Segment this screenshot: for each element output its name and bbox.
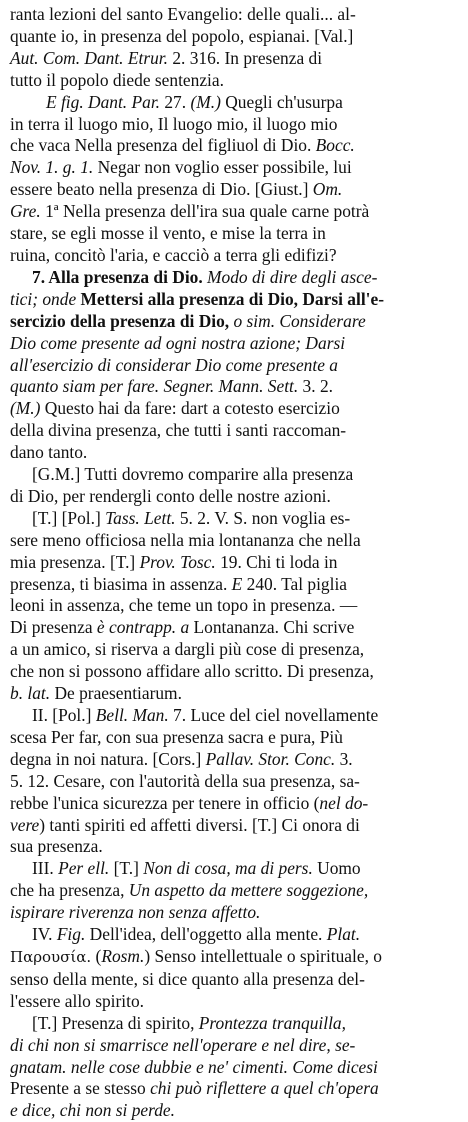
text-line: e dice, chi non si perde. [10,1100,175,1121]
text-line: della divina presenza, che tutti i santi raccoman- [10,420,347,441]
source-citation: Om. [312,179,343,200]
source-citation: Bocc. [315,135,355,156]
text-line: IV. Fig. Dell'idea, dell'oggetto alla mente. Plat. [32,924,361,945]
gm-note [10,464,460,508]
text-line: ranta lezioni del santo Evangelio: delle quali... al- [10,4,356,24]
text-line: b. lat. De praesentiarum. [10,683,182,704]
text-line: III. Per ell. [T.] Non di cosa, ma di pers. Uomo [32,858,361,879]
greek-term: Παρουσία. [10,947,92,966]
text-line: all'esercizio di considerar Dio come presente a [10,354,338,375]
source-citation: Bell. Man. [95,705,169,725]
source-citation: Plat. [326,924,361,945]
source-citation: Pallav. Stor. Conc. [205,748,336,769]
section-II [10,705,460,858]
text-line: gnatam. nelle cose dubbie e ne' cimenti. Come dicesi [10,1056,378,1077]
source-citation: Rosm. [101,945,145,966]
text-line: senso della mente, si dice quanto alla presenza del- [10,968,365,989]
section-heading: 7. Alla presenza di Dio. [32,266,203,287]
text-line: tici; onde Mettersi alla presenza di Dio, Darsi all'e- [10,288,384,309]
text-line: (M.) Questo hai da fare: dart a cotesto esercizio [10,398,340,419]
text-line: dano tanto. [10,442,88,463]
text-line: quanto siam per fare. Segner. Mann. Sett. 3. 2. [10,376,333,397]
text-line: rebbe l'unica sicurezza per tenere in officio (nel do- [10,792,369,813]
text-line: vere) tanti spiriti ed affetti diversi. [T.] Ci onora di [10,814,360,835]
text-line: E fig. Dant. Par. 27. (M.) Quegli ch'usurpa [46,91,343,112]
text-line: che ha presenza, Un aspetto da mettere soggezione, [10,880,369,901]
text-line: scesa Per far, con sua presenza sacra e pura, Più [10,726,343,747]
text-line: di Dio, per rendergli conto delle nostre azioni. [10,485,331,506]
text-line: sere meno officiosa nella mia lontananza che nella [10,529,361,550]
text-line: degna in noi natura. [Cors.] Pallav. Stor. Conc. 3. [10,748,353,769]
text-line: sercizio della presenza di Dio, o sim. Considerare [10,310,366,331]
text-line: ispirare riverenza non senza affetto. [10,902,261,923]
text-line: a un amico, si riserva a dargli più cose di presenza, [10,639,365,660]
text-line: quante io, in presenza del popolo, espianai. [Val.] [10,25,354,46]
text-line: [T.] [Pol.] Tass. Lett. 5. 2. V. S. non voglia es- [32,507,351,528]
section-III [10,858,460,924]
text-line: Aut. Com. Dant. Etrur. 2. 316. In presenza di [10,47,323,68]
source-citation: E fig. Dant. Par. [46,91,161,112]
section-7 [10,267,460,464]
source-citation: Tass. Lett. [105,507,176,528]
text-line: Gre. 1ª Nella presenza dell'ira sua quale carne potrà [10,201,370,222]
section-heading: IV. [32,924,57,945]
source-citation: Nov. 1. g. 1. [10,157,94,178]
section-heading: II. [Pol.] [32,705,96,725]
text-line: Nov. 1. g. 1. Negar non voglio esser possibile, lui [10,157,352,178]
text-line: stare, se egli mosse il vento, e mise la terra in [10,223,326,244]
text-line: II. [Pol.] Bell. Man. 7. Luce del ciel novellamente [32,705,379,725]
source-citation: Aut. Com. Dant. Etrur. [10,47,168,68]
text-line: mia presenza. [T.] Prov. Tosc. 19. Chi ti loda in [10,551,338,572]
text-line: in terra il luogo mio, Il luogo mio, il luogo mio [10,113,338,134]
section-IV [10,924,460,1013]
presence-of-mind-note [10,1013,460,1122]
text-line: tutto il popolo diede sentenzia. [10,69,224,90]
source-citation: Prov. Tosc. [139,551,216,572]
text-line: che non si possono affidare allo scritto. Di presenza, [10,661,374,682]
section-heading: III. [32,858,59,879]
text-line: che vaca Nella presenza del figliuol di Dio. Bocc. [10,135,355,156]
entry-continuation [10,4,460,267]
text-line: Παρουσία. (Rosm.) Senso intellettuale o spirituale, o [10,945,382,966]
t-note [10,508,460,705]
text-line: sua presenza. [10,836,103,857]
text-line: 5. 12. Cesare, con l'autorità della sua presenza, sa- [10,770,360,791]
text-line: essere beato nella presenza di Dio. [Giust.] Om. [10,179,343,200]
text-line: Di presenza è contrapp. a Lontananza. Chi scrive [10,617,355,638]
text-line: Presente a se stesso chi può riflettere a quel ch'opera [10,1078,379,1099]
text-line: l'essere allo spirito. [10,990,145,1011]
text-line: Dio come presente ad ogni nostra azione; Darsi [10,332,346,353]
text-line: leoni in assenza, che teme un topo in presenza. — [10,595,358,616]
text-line: [T.] Presenza di spirito, Prontezza tranquilla, [32,1012,346,1033]
text-line: ruina, concitò l'aria, e cacciò a terra gli edifizi? [10,244,337,265]
text-line: presenza, ti biasima in assenza. E 240. Tal piglia [10,573,348,594]
text-line: 7. Alla presenza di Dio. Modo di dire degli asce- [32,266,378,287]
text-line: [G.M.] Tutti dovremo comparire alla presenza [32,464,354,485]
source-citation: Gre. [10,201,41,222]
text-line: di chi non si smarrisce nell'operare e nel dire, se- [10,1034,356,1055]
